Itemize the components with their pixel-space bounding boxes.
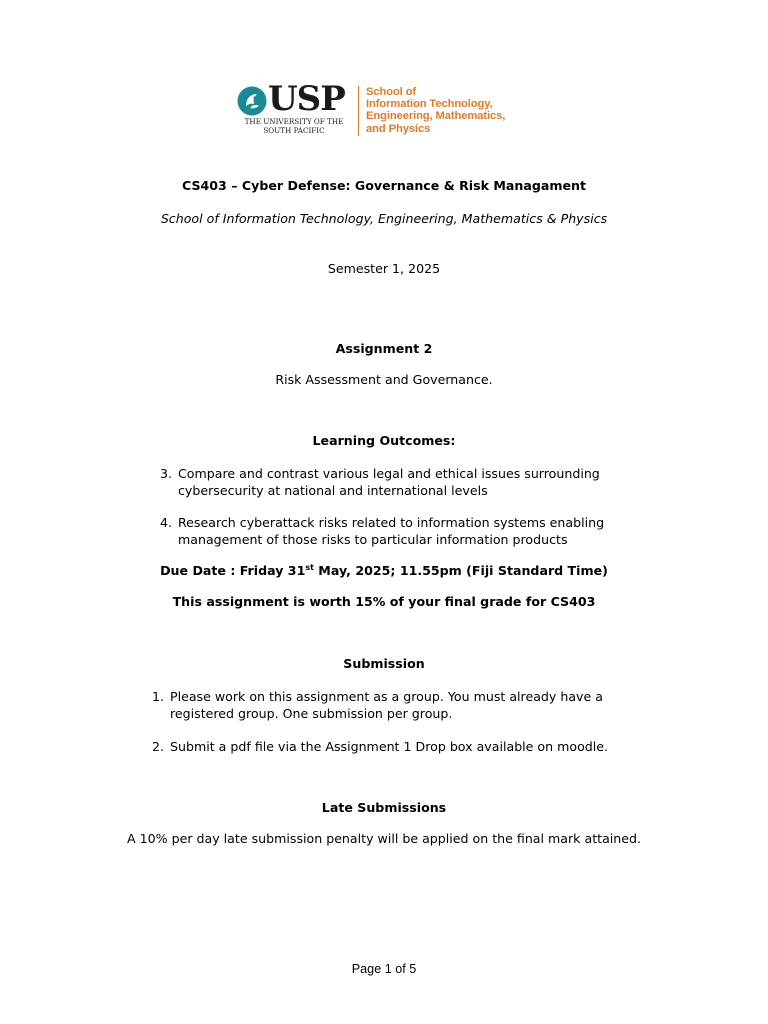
assignment-subtitle: Risk Assessment and Governance. [275, 372, 493, 387]
late-submissions-heading: Late Submissions [321, 800, 447, 815]
due-date-superscript: st [305, 563, 314, 572]
submission-heading: Submission [343, 656, 425, 671]
usp-subtitle-line: THE UNIVERSITY OF THE [244, 117, 344, 126]
list-line: management of those risks to particular information products [178, 532, 568, 547]
school-name-logo [366, 86, 505, 135]
list-text [170, 688, 603, 722]
usp-subtitle-line: SOUTH PACIFIC [263, 125, 325, 135]
list-number: 1. [151, 689, 164, 704]
list-line: Research cyberattack risks related to information systems enabling [178, 515, 605, 530]
school-line: and Physics [366, 122, 431, 135]
due-date-text: Due Date : Friday 31 [160, 563, 306, 579]
grade-weight: This assignment is worth 15% of your final grade for CS403 [172, 594, 596, 609]
usp-subtitle [237, 118, 351, 135]
learning-outcomes-heading: Learning Outcomes: [312, 433, 456, 448]
semester: Semester 1, 2025 [327, 261, 441, 276]
school-line: Engineering, Mathematics, [366, 110, 506, 123]
school-line: School of [366, 86, 417, 98]
due-date-text: May, 2025; 11.55pm (Fiji Standard Time) [313, 563, 608, 579]
logo-divider [358, 86, 359, 136]
usp-logo [237, 79, 537, 138]
late-submission-policy: A 10% per day late submission penalty will be applied on the final mark attained. [126, 831, 642, 846]
list-number: 3. [159, 466, 172, 481]
list-text [178, 514, 604, 548]
list-line: registered group. One submission per group. [170, 706, 453, 721]
list-line: Compare and contrast various legal and ethical issues surrounding [178, 466, 600, 481]
list-text [178, 465, 600, 499]
list-text [170, 738, 608, 755]
due-date [0, 563, 768, 578]
school-full-name: School of Information Technology, Engineering, Mathematics & Physics [160, 211, 608, 226]
page-number: Page 1 of 5 [351, 962, 417, 976]
list-number: 4. [159, 515, 172, 530]
list-line: Please work on this assignment as a group. You must already have a [170, 689, 603, 704]
list-number: 2. [151, 739, 164, 754]
course-title: CS403 – Cyber Defense: Governance & Risk Managament [181, 178, 586, 193]
list-line: cybersecurity at national and international levels [178, 483, 488, 498]
school-line: Information Technology, [366, 98, 493, 111]
usp-wordmark: USP [268, 79, 345, 119]
assignment-title: Assignment 2 [335, 341, 433, 356]
usp-crest-icon [237, 86, 267, 116]
list-line: Submit a pdf file via the Assignment 1 Drop box available on moodle. [170, 739, 609, 754]
